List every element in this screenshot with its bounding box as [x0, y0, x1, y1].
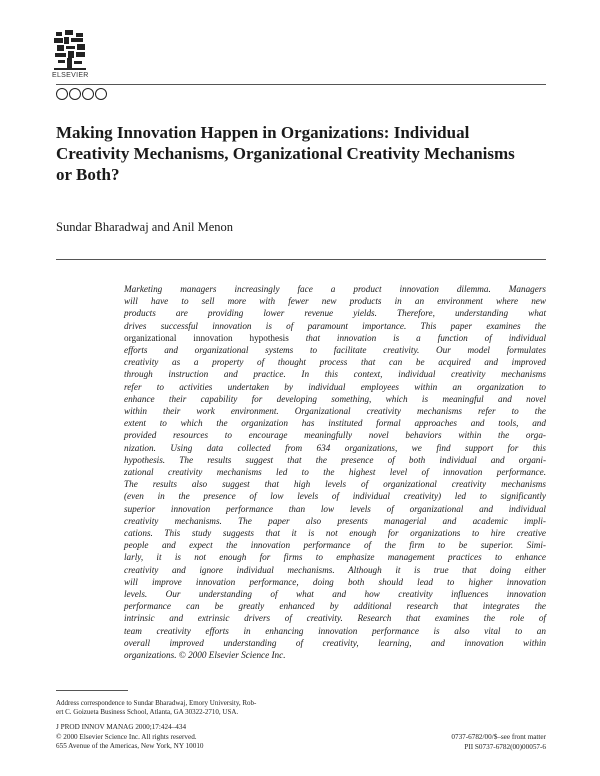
footnote-line: ert C. Goizueta Business School, Atlanta, GA 30322-2710, USA. [56, 708, 239, 716]
elsevier-tree-logo [52, 28, 88, 72]
abstract-line: (even in the presence of low levels of individual creativity) led to significantly [124, 491, 546, 502]
abstract-line: creativity and ignore individual mechanisms. Although it is true that doing either [124, 564, 546, 575]
abstract-line-rest: that innovation is a function of individual [288, 332, 546, 343]
abstract-line: enhance their capability for developing something, which is meaningful and novel [124, 393, 546, 404]
abstract-line: efforts and organizational systems to facilitate creativity. Our model formulates [124, 345, 546, 356]
footnote-rule [56, 690, 128, 691]
title-line: Creativity Mechanisms, Organizational Creativity Mechanisms [56, 144, 515, 163]
abstract-line [124, 332, 546, 344]
abstract-line: Marketing managers increasingly face a product innovation dilemma. Managers [124, 284, 546, 294]
abstract-line: larly, it is not enough for firms to emphasize management practices to enhance [124, 552, 546, 563]
abstract-line: performance can be greatly enhanced by additional research that integrates the [124, 601, 546, 612]
abstract-line: superior innovation performance than low levels of organizational and individual [124, 503, 546, 514]
pii-footer [451, 733, 546, 752]
hypothesis-term: organizational innovation hypothesis [124, 332, 289, 343]
article-authors: Sundar Bharadwaj and Anil Menon [56, 220, 234, 234]
title-line: or Both? [56, 165, 120, 184]
publisher-logo-text: ELSEVIER [52, 72, 89, 79]
abstract-line: through instruction and practice. In this context, individual creativity mechanisms [124, 369, 546, 380]
abstract-line: within their work environment. Organizational creativity mechanisms refer to the [124, 406, 546, 417]
abstract-line: people and expect the innovation performance of the firm to be superior. Simi- [124, 540, 546, 551]
abstract-line: will have to sell more with fewer new products in an environment where new [124, 296, 546, 307]
journal-footer [56, 723, 204, 752]
front-matter-price: 0737-6782/00/$–see front matter [451, 733, 546, 741]
journal-mark-circles [56, 88, 107, 100]
abstract-line: levels. Our understanding of what and how creativity influences innovation [124, 589, 546, 600]
abstract-line: refer to activities undertaken by individual employees within an organization to [124, 381, 546, 392]
abstract-line: organizations. © 2000 Elsevier Science Inc. [124, 650, 286, 661]
mark-circle [56, 88, 68, 100]
pii-number: PII S0737-6782(00)00057-6 [464, 742, 546, 751]
footnote-line: Address correspondence to Sundar Bharadwaj, Emory University, Rob- [56, 699, 257, 707]
abstract-line: provided resources to encourage meaningfully novel behaviors within the orga- [124, 430, 546, 441]
header-rule [56, 84, 546, 85]
abstract-line: will improve innovation performance, doing both should lead to higher innovation [124, 576, 546, 587]
abstract-line: team creativity efforts in enhancing innovation performance is also vital to an [124, 625, 546, 636]
abstract [124, 283, 546, 661]
mark-circle [69, 88, 81, 100]
journal-citation: J PROD INNOV MANAG 2000;17:424–434 [56, 723, 187, 731]
article-title [56, 122, 546, 185]
copyright-line: © 2000 Elsevier Science Inc. All rights reserved. [56, 732, 197, 741]
abstract-line: products are providing lower revenue yields. Therefore, understanding what [124, 308, 546, 319]
title-line: Making Innovation Happen in Organizations: Individual [56, 123, 470, 142]
abstract-line: creativity mechanisms. The paper also presents managerial and academic impli- [124, 515, 546, 526]
abstract-line: hypothesis. The results suggest that the presence of both individual and organi- [124, 454, 546, 465]
abstract-line: cations. This study suggests that it is not enough for organizations to hire creative [124, 528, 546, 539]
abstract-line: overall improved understanding of creativity, learning, and innovation within [124, 637, 546, 648]
authors-rule [56, 259, 546, 260]
correspondence-footnote [56, 699, 256, 717]
abstract-line: intrinsic and extrinsic drivers of creativity. Research that examines the role of [124, 613, 546, 624]
mark-circle [82, 88, 94, 100]
abstract-line: zational creativity mechanisms led to the highest level of innovation performance. [124, 467, 546, 478]
abstract-line: nization. Using data collected from 634 organizations, we find support for this [124, 442, 546, 453]
abstract-line: creativity as a property of thought process that can be acquired and improved [124, 357, 546, 368]
abstract-line: extent to which the organization has instituted formal approaches and tools, and [124, 418, 546, 429]
publisher-address: 655 Avenue of the Americas, New York, NY 10010 [56, 742, 204, 750]
abstract-line: drives successful innovation is of paramount importance. This paper examines the [124, 320, 546, 331]
mark-circle [95, 88, 107, 100]
abstract-line: The results also suggest that high levels of organizational creativity mechanisms [124, 479, 546, 490]
